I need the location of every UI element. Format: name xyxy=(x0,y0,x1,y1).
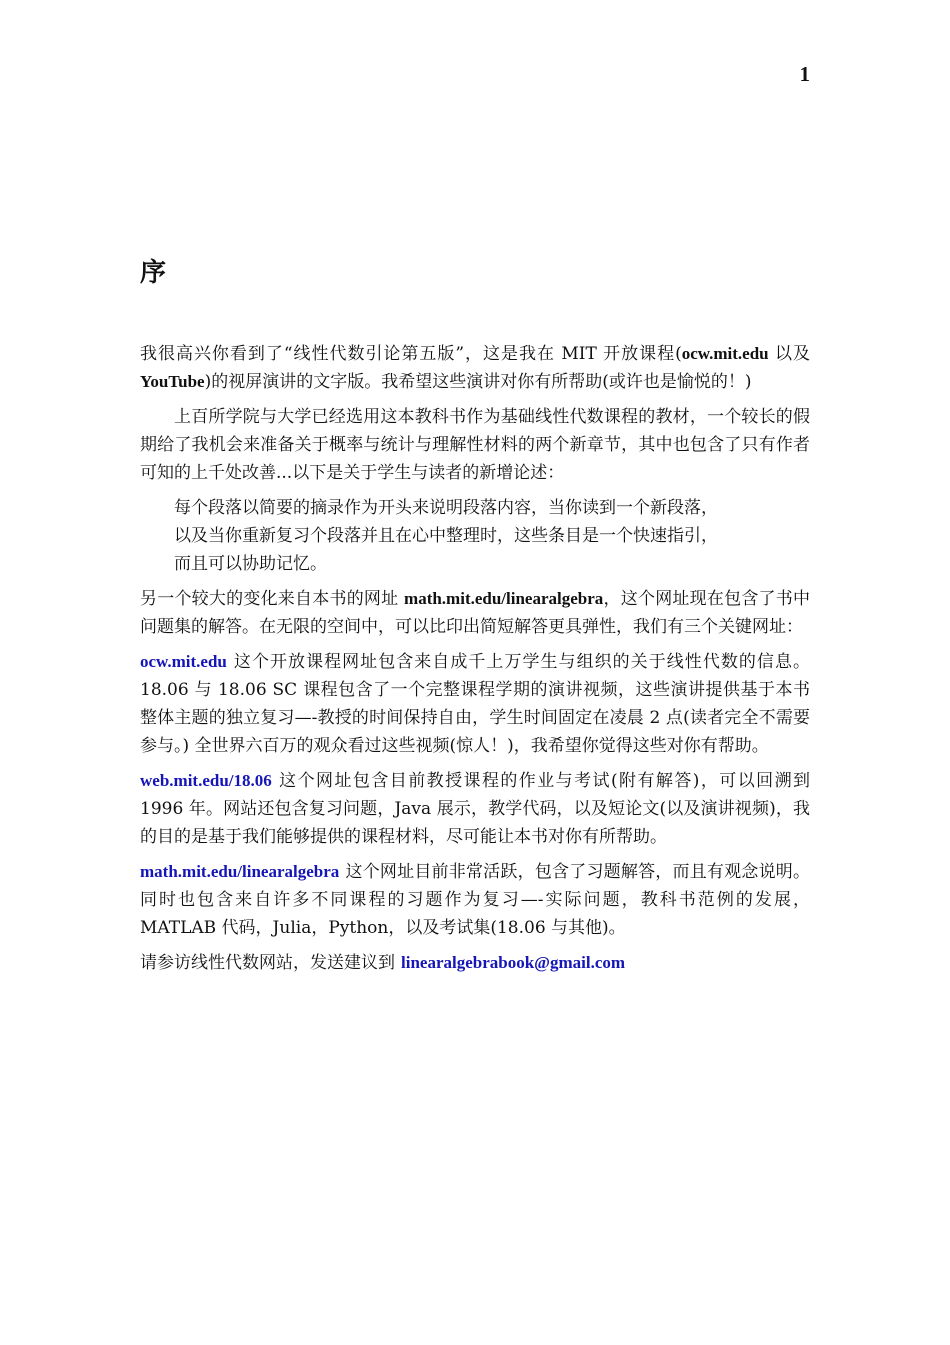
website-text-1: 另一个较大的变化来自本书的网址 xyxy=(140,589,405,609)
ocw-link[interactable]: ocw.mit.edu xyxy=(140,652,227,671)
web-1806-link[interactable]: web.mit.edu/18.06 xyxy=(140,771,272,790)
intro-paragraph xyxy=(140,340,810,396)
email-link[interactable]: linearalgebrabook@gmail.com xyxy=(401,953,626,972)
intro-text-3: )的视屏演讲的文字版。我希望这些演讲对你有所帮助(或许也是愉悦的！) xyxy=(204,372,752,392)
quote-line-3: 而且可以协助记忆。 xyxy=(174,554,327,574)
closing-text: 请参访线性代数网站，发送建议到 xyxy=(140,953,395,973)
intro-text-2: 以及 xyxy=(768,344,810,364)
math-description: 这个网址目前非常活跃，包含了习题解答，而且有观念说明。同时也包含来自许多不同课程的习题作为复习—-实际问题，教科书范例的发展，MATLAB 代码，Julia，Python，以及考试集(18.06 与其他)。 xyxy=(140,862,810,938)
math-paragraph xyxy=(140,858,810,942)
document-body xyxy=(140,340,810,984)
website-url-reference: math.mit.edu/linearalgebra xyxy=(404,589,604,608)
chapter-title: 序 xyxy=(140,258,167,288)
math-linearalgebra-link[interactable]: math.mit.edu/linearalgebra xyxy=(140,862,340,881)
quote-line-2: 以及当你重新复习个段落并且在心中整理时，这些条目是一个快速指引， xyxy=(174,526,718,546)
intro-ocw-reference: ocw.mit.edu xyxy=(681,344,769,363)
summary-quote xyxy=(174,494,810,578)
ocw-description: 这个开放课程网址包含来自成千上万学生与组织的关于线性代数的信息。18.06 与 18.06 SC 课程包含了一个完整课程学期的演讲视频，这些演讲提供基于本书整体主题的独立复习—-教授的时间保持自由，学生时间固定在凌晨 2 点(读者完全不需要参与。) 全世界六百万的观众看过这些视频(惊人！)，我希望你觉得这些对你有帮助。 xyxy=(140,652,810,756)
website-text-2: ，这个网址现在包含了书中问题集的解答。在无限的空间中，可以比印出简短解答更具弹性，我们有三个关键网址： xyxy=(140,589,811,637)
quote-line-1: 每个段落以简要的摘录作为开头来说明段落内容，当你读到一个新段落， xyxy=(174,498,718,518)
website-paragraph xyxy=(140,585,810,641)
intro-youtube-reference: YouTube xyxy=(140,372,205,391)
page-number: 1 xyxy=(799,62,810,86)
intro-text-1: 我很高兴你看到了“线性代数引论第五版”，这是我在 MIT 开放课程( xyxy=(140,344,682,364)
closing-paragraph xyxy=(140,949,810,977)
adoption-paragraph: 上百所学院与大学已经选用这本教科书作为基础线性代数课程的教材，一个较长的假期给了我机会来准备关于概率与统计与理解性材料的两个新章节，其中也包含了只有作者可知的上千处改善...以下是关于学生与读者的新增论述： xyxy=(140,407,810,483)
ocw-paragraph xyxy=(140,648,810,760)
web-description: 这个网址包含目前教授课程的作业与考试(附有解答)，可以回溯到 1996 年。网站还包含复习问题，Java 展示，教学代码，以及短论文(以及演讲视频)，我的目的是基于我们能够提供的课程材料，尽可能让本书对你有所帮助。 xyxy=(140,771,810,847)
web-paragraph xyxy=(140,767,810,851)
